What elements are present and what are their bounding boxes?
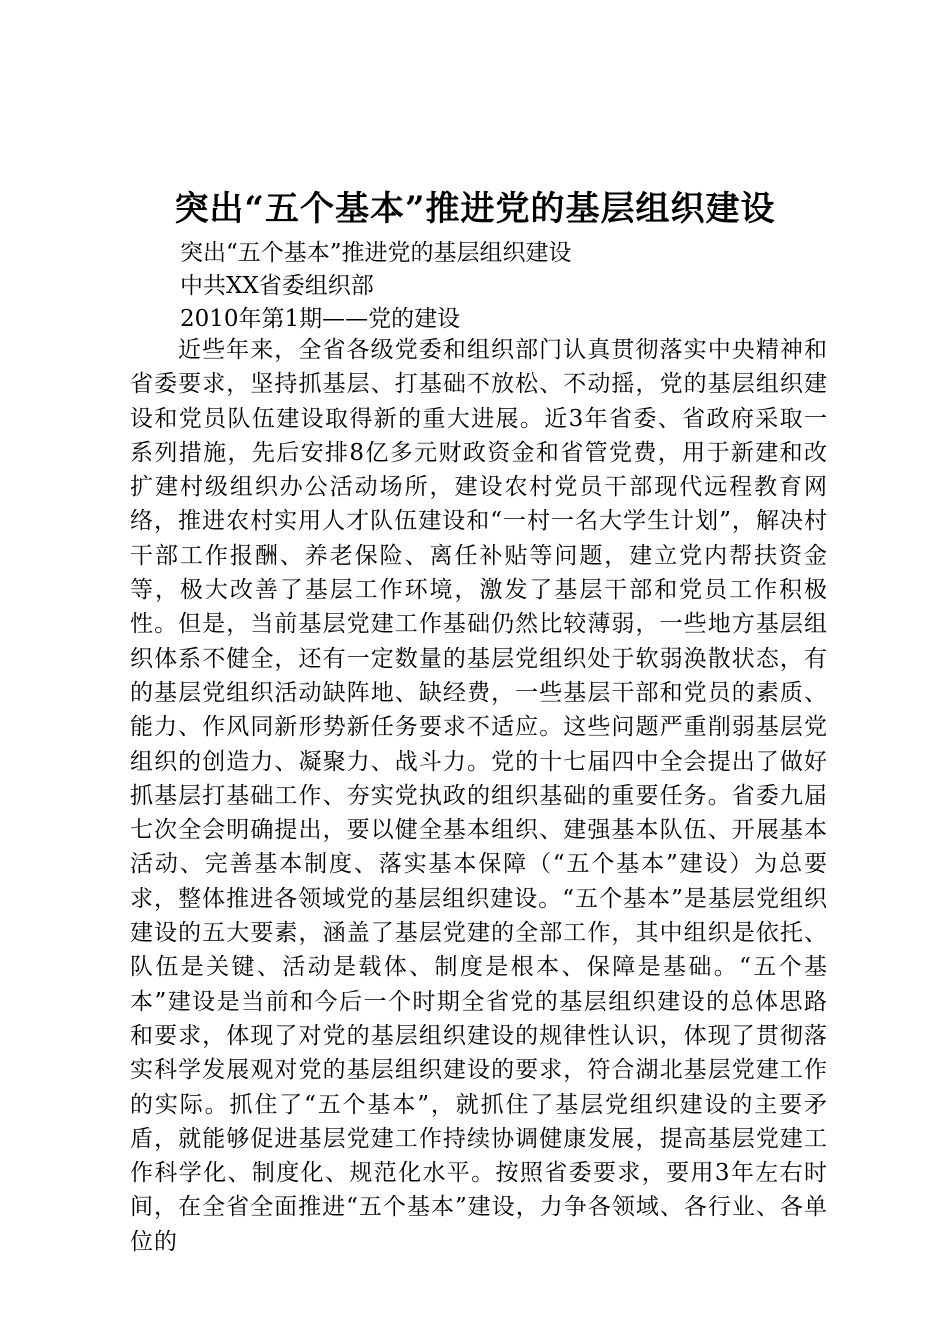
document-source: 2010年第1期——党的建设 (180, 306, 461, 332)
document-author: 中共XX省委组织部 (180, 273, 374, 299)
document-subtitle: 突出“五个基本”推进党的基层组织建设 (180, 240, 572, 266)
body-paragraph: 近些年来，全省各级党委和组织部门认真贯彻落实中央精神和省委要求，坚持抓基层、打基础不放松、不动摇，党的基层组织建设和党员队伍建设取得新的重大进展。近3年省委、省政府采取一系列措施，先后安排8亿多元财政资金和省管党费，用于新建和改扩建村级组织办公活动场所，建设农村党员干部现代远程教育网络，推进农村实用人才队伍建设和“一村一名大学生计划”，解决村干部工作报酬、养老保险、离任补贴等问题，建立党内帮扶资金等，极大改善了基层工作环境，激发了基层干部和党员工作积极性。但是，当前基层党建工作基础仍然比较薄弱，一些地方基层组织体系不健全，还有一定数量的基层党组织处于软弱涣散状态，有的基层党组织活动缺阵地、缺经费，一些基层干部和党员的素质、能力、作风同新形势新任务要求不适应。这些问题严重削弱基层党组织的创造力、凝聚力、战斗力。党的十七届四中全会提出了做好抓基层打基础工作、夯实党执政的组织基础的重要任务。省委九届七次全会明确提出，要以健全基本组织、建强基本队伍、开展基本活动、完善基本制度、落实基本保障（“五个基本”建设）为总要求，整体推进各领域党的基层组织建设。“五个基本”是基层党组织建设的五大要素，涵盖了基层党建的全部工作，其中组织是依托、队伍是关键、活动是载体、制度是根本、保障是基础。“五个基本”建设是当前和今后一个时期全省党的基层组织建设的总体思路和要求，体现了对党的基层组织建设的规律性认识，体现了贯彻落实科学发展观对党的基层组织建设的要求，符合湖北基层党建工作的实际。抓住了“五个基本”，就抓住了基层党组织建设的主要矛盾，就能够促进基层党建工作持续协调健康发展，提高基层党建工作科学化、制度化、规范化水平。按照省委要求，要用3年左右时间，在全省全面推进“五个基本”建设，力争各领域、各行业、各单位的 (130, 337, 828, 1255)
document-title: 突出“五个基本”推进党的基层组织建设 (174, 189, 776, 229)
